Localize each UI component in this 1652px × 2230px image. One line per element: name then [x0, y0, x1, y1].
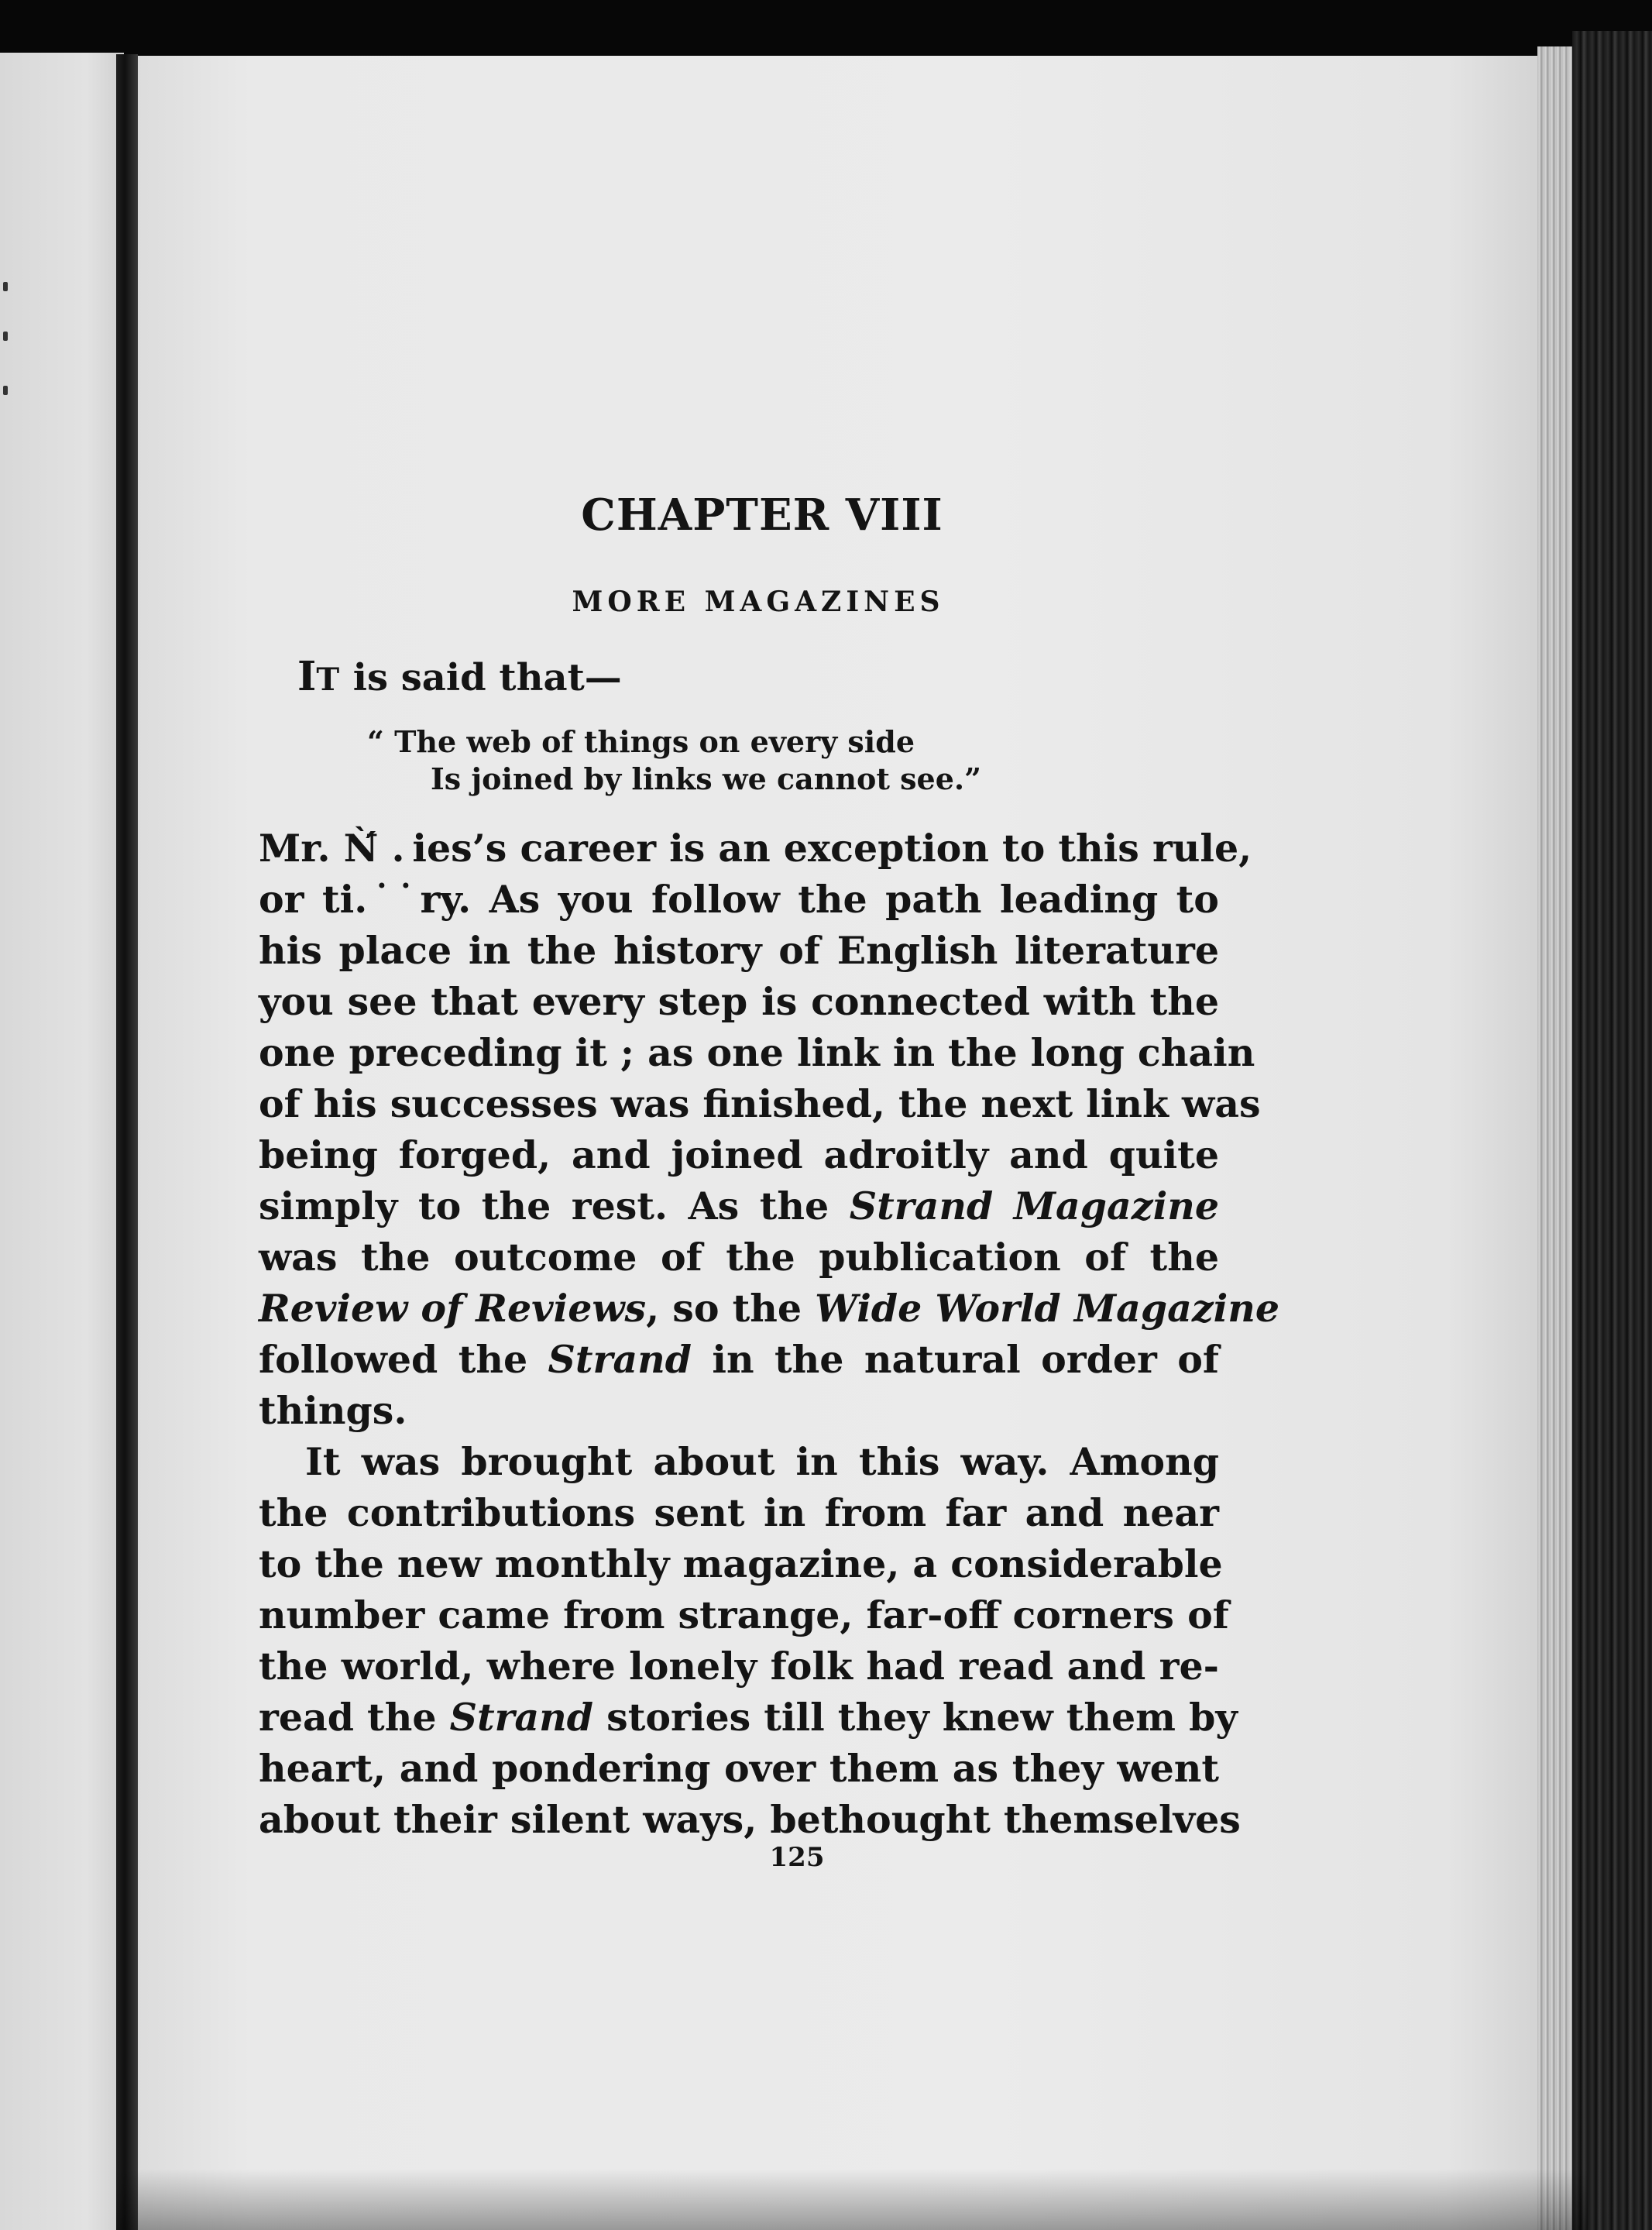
text-line — [259, 1335, 1219, 1383]
facing-page-mark — [3, 282, 8, 291]
text-line — [259, 1182, 1219, 1230]
text-line: heart, and pondering over them as they went — [259, 1746, 1219, 1791]
magazine-title: Strand — [548, 1337, 692, 1382]
book-cover — [1572, 31, 1652, 2230]
intro-small-caps: T — [316, 661, 341, 698]
chapter-subtitle: MORE MAGAZINES — [572, 586, 945, 618]
text-line: number came from strange, far-off corners of — [259, 1593, 1229, 1637]
text-run: stories till they knew them by — [593, 1695, 1238, 1740]
text-line: being forged, and joined adroitly and quite — [259, 1132, 1219, 1177]
scan-top-border — [0, 0, 1652, 56]
intro-initial: I — [297, 653, 317, 700]
text-line: the world, where lonely folk had read and re- — [259, 1644, 1219, 1689]
text-line: It was brought about in this way. Among — [305, 1439, 1219, 1484]
verse-line: Is joined by links we cannot see.” — [431, 761, 981, 796]
text-line: or ti.˙˙ry. As you follow the path leading to — [259, 877, 1219, 922]
text-line: about their silent ways, bethought themselves — [259, 1797, 1241, 1842]
magazine-title: Strand Magazine — [849, 1184, 1219, 1228]
text-line: to the new monthly magazine, a considerable — [259, 1541, 1223, 1586]
magazine-title: Wide World Magazine — [815, 1286, 1280, 1331]
text-line: was the outcome of the publication of the — [259, 1235, 1219, 1280]
text-run: followed the — [259, 1337, 548, 1382]
text-run: in the natural order of — [692, 1337, 1220, 1382]
text-line: Mr. Ǹ́ . ies’s career is an exception to this rule, — [259, 826, 1252, 871]
text-line: his place in the history of English literature — [259, 928, 1219, 973]
text-line: things. — [259, 1388, 407, 1433]
scan-bottom-shadow — [116, 2169, 1588, 2230]
magazine-title: Review of Reviews — [259, 1286, 647, 1331]
intro-line — [297, 653, 622, 700]
text-line: of his successes was finished, the next link was — [259, 1081, 1261, 1126]
facing-page-mark — [3, 386, 8, 395]
facing-page-mark — [3, 332, 8, 341]
intro-rest: is said that— — [340, 656, 622, 699]
text-run: read the — [259, 1695, 450, 1740]
verse-line: “ The web of things on every side — [367, 724, 915, 759]
chapter-title: CHAPTER VIII — [581, 490, 943, 541]
text-run: , so the — [646, 1286, 816, 1331]
text-run: simply to the rest. As the — [259, 1184, 850, 1228]
text-line: the contributions sent in from far and near — [259, 1490, 1219, 1535]
text-line: one preceding it ; as one link in the long chain — [259, 1030, 1255, 1075]
facing-page-edge — [0, 53, 124, 2230]
text-line — [259, 1693, 1238, 1741]
book-gutter — [116, 54, 138, 2230]
text-line — [259, 1284, 1280, 1332]
magazine-title: Strand — [449, 1695, 594, 1740]
text-line: you see that every step is connected with the — [259, 979, 1219, 1024]
page-number: 125 — [769, 1842, 825, 1873]
